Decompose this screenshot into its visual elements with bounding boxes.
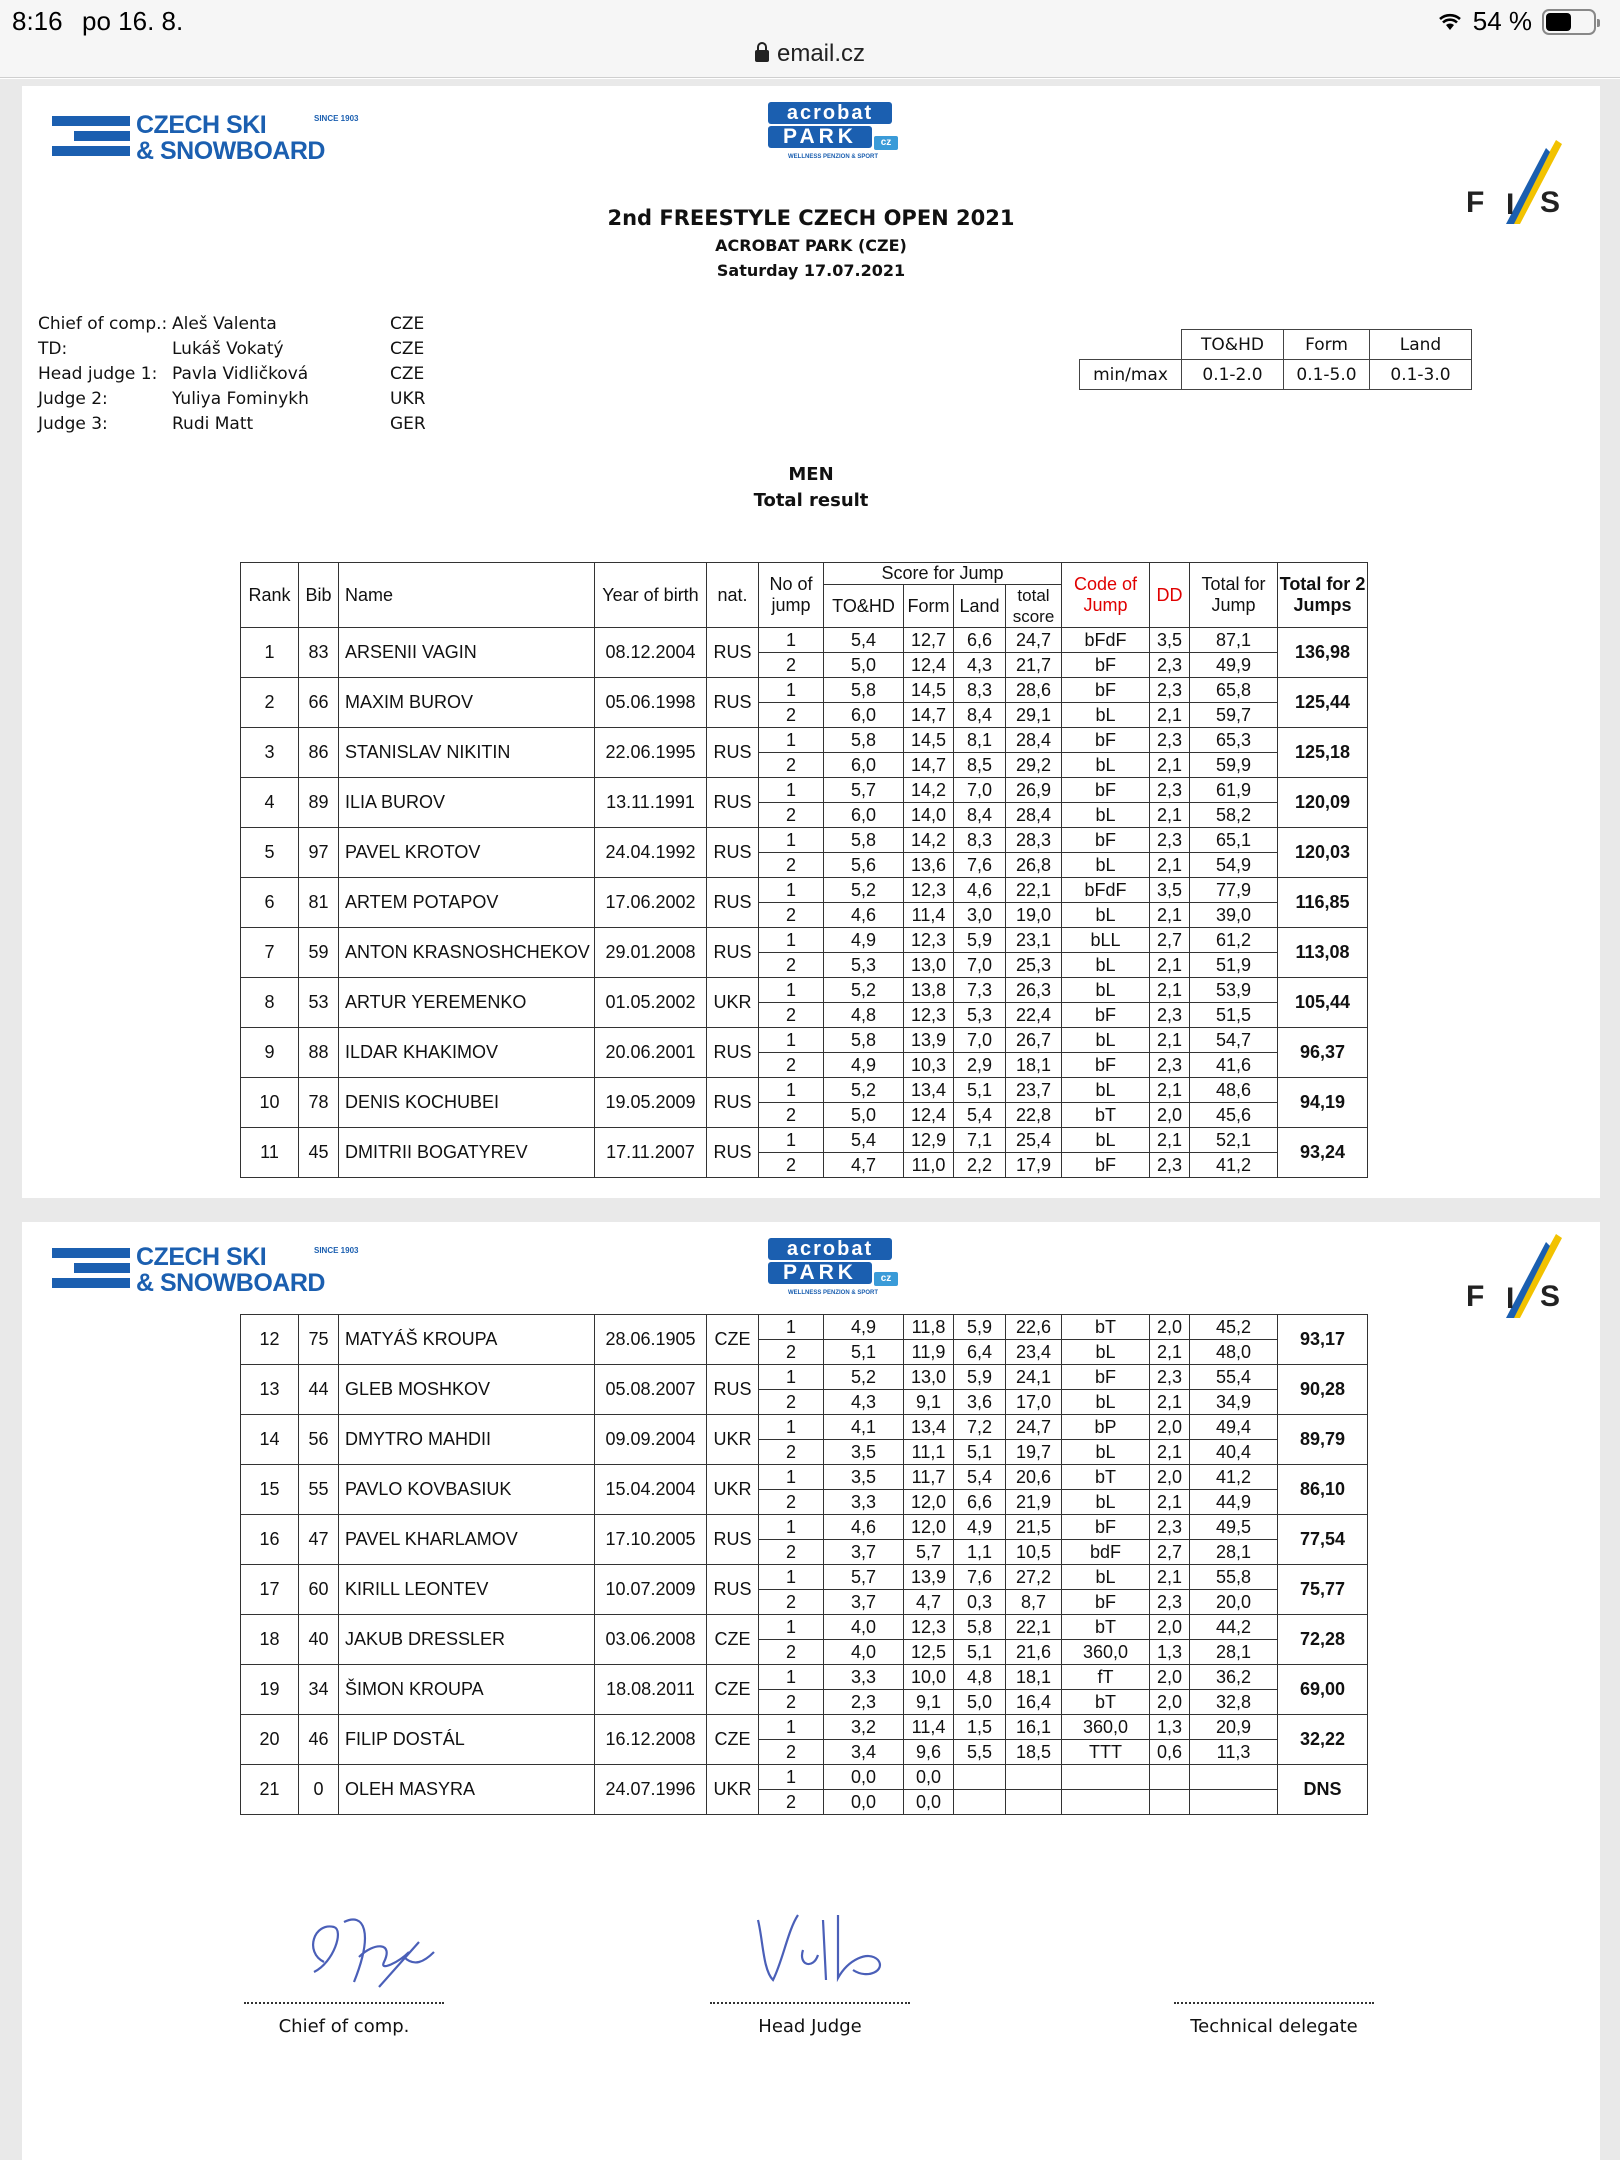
table-row: 2 0,0 0,0: [241, 1790, 1368, 1815]
signature-label-chief: Chief of comp.: [278, 2016, 410, 2037]
fis-logo: [1462, 1230, 1572, 1330]
table-row: 21 0 OLEH MASYRA 24.07.1996 UKR 1 0,0 0,0 DNS: [241, 1765, 1368, 1790]
table-row: 2 5,6 13,6 7,6 26,8 bL 2,1 54,9: [241, 853, 1368, 878]
lock-icon: [755, 50, 769, 62]
signature-head-judge: [738, 1900, 918, 2000]
table-row: 2 5,0 12,4 5,4 22,8 bT 2,0 45,6: [241, 1103, 1368, 1128]
signature-label-technical-delegate: Technical delegate: [1190, 2016, 1358, 2037]
table-row: 8 53 ARTUR YEREMENKO 01.05.2002 UKR 1 5,2 13,8 7,3 26,3 bL 2,1 53,9 105,44: [241, 978, 1368, 1003]
table-row: 2 66 MAXIM BUROV 05.06.1998 RUS 1 5,8 14,5 8,3 28,6 bF 2,3 65,8 125,44: [241, 678, 1368, 703]
table-row: 2 4,8 12,3 5,3 22,4 bF 2,3 51,5: [241, 1003, 1368, 1028]
status-bar: [0, 0, 1620, 40]
acrobat-park-logo: acrobat PARK cz WELLNESS PENZION & SPORT: [744, 1238, 914, 1304]
table-row: 20 46 FILIP DOSTÁL 16.12.2008 CZE 1 3,2 11,4 1,5 16,1 360,0 1,3 20,9 32,22: [241, 1715, 1368, 1740]
table-row: 2 3,5 11,1 5,1 19,7 bL 2,1 40,4: [241, 1440, 1368, 1465]
table-row: 2 3,3 12,0 6,6 21,9 bL 2,1 44,9: [241, 1490, 1368, 1515]
table-row: 10 78 DENIS KOCHUBEI 19.05.2009 RUS 1 5,2 13,4 5,1 23,7 bL 2,1 48,6 94,19: [241, 1078, 1368, 1103]
czech-ski-logo: CZECH SKI & SNOWBOARD SINCE 1903: [52, 1242, 372, 1306]
table-row: 11 45 DMITRII BOGATYREV 17.11.2007 RUS 1 5,4 12,9 7,1 25,4 bL 2,1 52,1 93,24: [241, 1128, 1368, 1153]
table-row: 2 5,1 11,9 6,4 23,4 bL 2,1 48,0: [241, 1340, 1368, 1365]
event-title: 2nd FREESTYLE CZECH OPEN 2021: [607, 206, 1015, 230]
table-row: 2 4,6 11,4 3,0 19,0 bL 2,1 39,0: [241, 903, 1368, 928]
battery-percent: 54 %: [1472, 6, 1532, 36]
url-text: email.cz: [776, 40, 866, 67]
table-row: 2 5,0 12,4 4,3 21,7 bF 2,3 49,9: [241, 653, 1368, 678]
table-row: 5 97 PAVEL KROTOV 24.04.1992 RUS 1 5,8 14,2 8,3 28,3 bF 2,3 65,1 120,03: [241, 828, 1368, 853]
czech-ski-logo: CZECH SKI & SNOWBOARD SINCE 1903: [52, 110, 372, 174]
table-row: 2 3,7 5,7 1,1 10,5 bdF 2,7 28,1: [241, 1540, 1368, 1565]
battery-icon: [1542, 9, 1596, 35]
table-row: 4 89 ILIA BUROV 13.11.1991 RUS 1 5,7 14,2 7,0 26,9 bF 2,3 61,9 120,09: [241, 778, 1368, 803]
table-row: 17 60 KIRILL LEONTEV 10.07.2009 RUS 1 5,7 13,9 7,6 27,2 bL 2,1 55,8 75,77: [241, 1565, 1368, 1590]
table-row: 3 86 STANISLAV NIKITIN 22.06.1995 RUS 1 5,8 14,5 8,1 28,4 bF 2,3 65,3 125,18: [241, 728, 1368, 753]
table-row: 6 81 ARTEM POTAPOV 17.06.2002 RUS 1 5,2 12,3 4,6 22,1 bFdF 3,5 77,9 116,85: [241, 878, 1368, 903]
table-row: 12 75 MATYÁŠ KROUPA 28.06.1905 CZE 1 4,9 11,8 5,9 22,6 bT 2,0 45,2 93,17: [241, 1315, 1368, 1340]
table-row: 15 55 PAVLO KOVBASIUK 15.04.2004 UKR 1 3,5 11,7 5,4 20,6 bT 2,0 41,2 86,10: [241, 1465, 1368, 1490]
address-bar[interactable]: [0, 40, 1620, 78]
clock: 8:16: [12, 6, 63, 36]
result-subtitle: Total result: [753, 490, 869, 511]
table-row: 2 4,3 9,1 3,6 17,0 bL 2,1 34,9: [241, 1390, 1368, 1415]
acrobat-park-logo: acrobat PARK cz WELLNESS PENZION & SPORT: [744, 102, 914, 168]
svg-text:I: I: [1506, 1282, 1515, 1315]
results-table-part-2: [240, 1314, 1368, 1815]
table-header: Rank Bib Name Year of birth nat. No of jump Score for Jump Code of Jump DD Total for Jump Total for 2 Jumps: [241, 563, 1368, 585]
score-range-table: TO&HD Form Land min/max 0.1-2.0 0.1-5.0 0.1-3.0: [1079, 329, 1472, 390]
table-row: 2 5,3 13,0 7,0 25,3 bL 2,1 51,9: [241, 953, 1368, 978]
svg-text:S: S: [1540, 1280, 1561, 1313]
table-row: 18 40 JAKUB DRESSLER 03.06.2008 CZE 1 4,0 12,3 5,8 22,1 bT 2,0 44,2 72,28: [241, 1615, 1368, 1640]
table-row: 2 6,0 14,7 8,5 29,2 bL 2,1 59,9: [241, 753, 1368, 778]
table-row: 19 34 ŠIMON KROUPA 18.08.2011 CZE 1 3,3 10,0 4,8 18,1 fT 2,0 36,2 69,00: [241, 1665, 1368, 1690]
svg-text:F: F: [1466, 186, 1485, 219]
table-row: 2 3,7 4,7 0,3 8,7 bF 2,3 20,0: [241, 1590, 1368, 1615]
table-row: 2 4,7 11,0 2,2 17,9 bF 2,3 41,2: [241, 1153, 1368, 1178]
table-row: 2 3,4 9,6 5,5 18,5 TTT 0,6 11,3: [241, 1740, 1368, 1765]
table-row: 2 6,0 14,7 8,4 29,1 bL 2,1 59,7: [241, 703, 1368, 728]
table-row: 9 88 ILDAR KHAKIMOV 20.06.2001 RUS 1 5,8 13,9 7,0 26,7 bL 2,1 54,7 96,37: [241, 1028, 1368, 1053]
table-row: 16 47 PAVEL KHARLAMOV 17.10.2005 RUS 1 4,6 12,0 4,9 21,5 bF 2,3 49,5 77,54: [241, 1515, 1368, 1540]
svg-text:I: I: [1506, 188, 1515, 221]
table-row: 13 44 GLEB MOSHKOV 05.08.2007 RUS 1 5,2 13,0 5,9 24,1 bF 2,3 55,4 90,28: [241, 1365, 1368, 1390]
signature-label-head-judge: Head Judge: [758, 2016, 862, 2037]
wifi-icon: [1437, 12, 1463, 32]
table-row: 2 2,3 9,1 5,0 16,4 bT 2,0 32,8: [241, 1690, 1368, 1715]
category-title: MEN: [788, 464, 834, 485]
event-venue: ACROBAT PARK (CZE): [715, 236, 907, 255]
table-row: 14 56 DMYTRO MAHDII 09.09.2004 UKR 1 4,1 13,4 7,2 24,7 bP 2,0 49,4 89,79: [241, 1415, 1368, 1440]
table-row: 1 83 ARSENII VAGIN 08.12.2004 RUS 1 5,4 12,7 6,6 24,7 bFdF 3,5 87,1 136,98: [241, 628, 1368, 653]
svg-text:S: S: [1540, 186, 1561, 219]
results-table-part-1: Rank Bib Name Year of birth nat. No of jump Score for Jump Code of Jump DD Total for Jump Total for 2 Jumps TO&HD Form Land total score 1 83 ARSENII VAGIN 08.12.2004 RUS 1 5,4 12,7 6,6 24,7 bFdF 3,5 87,1 136,98 2 5,0 12,4 4,3 21,7 bF 2,3 49,9 2 66 MAXIM BUROV 05.06.1998 RUS 1 5,8 14,5 8,3 28,6 bF 2,3 65,8 125,44 2 6,0 14,7 8,4 29,1 bL 2,1 59,7 3 86 STANISLAV NIKITIN 22.06.1995 RUS 1 5,8 14,5 8,1 28,4 bF 2,3 65,3 125,18 2 6,0 14,7 8,5 29,2 bL 2,1 59,9 4 89 ILIA BUROV 13.11.1991 RUS 1 5,7 14,2 7,0 26,9 bF 2,3 61,9 120,09 2 6,0 14,0 8,4 28,4 bL 2,1 58,2 5 97 PAVEL KROTOV 24.04.1992 RUS 1 5,8 14,2 8,3 28,3 bF 2,3 65,1 120,03 2 5,6 13,6 7,6 26,8 bL 2,1 54,9 6 81 ARTEM POTAPOV 17.06.2002 RUS 1 5,2 12,3 4,6 22,1 bFdF 3,5 77,9 116,85 2 4,6 11,4 3,0 19,0 bL 2,1 39,0 7 59 ANTON KRASNOSHCHEKOV 29.01.2008 RUS 1 4,9 12,3 5,9 23,1 bLL 2,7 61,2 113,08 2 5,3 13,0 7,0 25,3 bL 2,1 51,9 8 53 ARTUR YEREMENKO 01.05.2002 UKR 1 5,2 13,8 7,3 26,3 bL 2,1 53,9 105,44 2 4,8 12,3 5,3 22,4 bF 2,3 51,5 9 88 ILDAR KHAKIMOV 20.06.2001 RUS 1 5,8 13,9 7,0 26,7 bL 2,1 54,7 96,37 2 4,9 10,3 2,9 18,1 bF 2,3 41,6 10 78 DENIS KOCHUBEI 19.05.2009 RUS 1 5,2 13,4 5,1 23,7 bL 2,1 48,6 94,19 2 5,0 12,4 5,4 22,8 bT 2,0 45,6 11 45 DMITRII BOGATYREV 17.11.2007 RUS 1 5,4 12,9 7,1 25,4 bL 2,1 52,1 93,24 2 4,7 11,0 2,2 17,9 bF 2,3 41,2: [240, 562, 1368, 1178]
svg-text:F: F: [1466, 1280, 1485, 1313]
table-row: 2 4,9 10,3 2,9 18,1 bF 2,3 41,6: [241, 1053, 1368, 1078]
date: po 16. 8.: [82, 6, 184, 36]
table-row: 7 59 ANTON KRASNOSHCHEKOV 29.01.2008 RUS 1 4,9 12,3 5,9 23,1 bLL 2,7 61,2 113,08: [241, 928, 1368, 953]
table-row: 2 4,0 12,5 5,1 21,6 360,0 1,3 28,1: [241, 1640, 1368, 1665]
event-date: Saturday 17.07.2021: [716, 261, 906, 280]
document-page-1: CZECH SKI & SNOWBOARD SINCE 1903 acrobat PARK cz WELLNESS PENZION & SPORT F I S 2nd FREESTYLE CZECH OPEN 2021 ACROBAT PARK (CZE) Saturday 17.07.2021 Chief of comp.: Aleš Valenta CZE TD: Lukáš Vokatý CZE Head judge 1: Pavla Vidličková CZE Judge 2: Yuliya Fominykh UKR Judge 3: Rudi Matt GER TO&HD Form Land min/max 0.1-2.0 0.1-5.0 0.1-3.0 MEN Total result Rank Bib Name Year of birth nat. No of jump Score for Jump Code of Jump DD Total for Jump Total for 2 Jumps TO&HD Form Land total score 1 83 ARSENII VAGIN 08.12.2004 RUS 1 5,4 12,7 6,6 24,7 bFdF 3,5 87,1 136,98 2 5,0 12,4 4,3 21,7 bF 2,3 49,9 2 66 MAXIM BUROV 05.06.1998 RUS 1 5,8 14,5 8,3 28,6 bF 2,3 65,8 125,44 2 6,0 14,7 8,4 29,1 bL 2,1 59,7 3 86 STANISLAV NIKITIN 22.06.1995 RUS 1 5,8 14,5 8,1 28,4 bF 2,3 65,3 125,18 2 6,0 14,7 8,5 29,2 bL 2,1 59,9 4 89 ILIA BUROV 13.11.1991 RUS 1 5,7 14,2 7,0 26,9 bF 2,3 61,9 120,09 2 6,0 14,0 8,4 28,4 bL 2,1 58,2 5 97 PAVEL KROTOV 24.04.1992 RUS 1 5,8 14,2 8,3 28,3 bF 2,3 65,1 120,03 2 5,6 13,6 7,6 26,8 bL 2,1 54,9 6 81 ARTEM POTAPOV 17.06.2002 RUS 1 5,2 12,3 4,6 22,1 bFdF 3,5 77,9 116,85 2 4,6 11,4 3,0 19,0 bL 2,1 39,0 7 59 ANTON KRASNOSHCHEKOV 29.01.2008 RUS 1 4,9 12,3 5,9 23,1 bLL 2,7 61,2 113,08 2 5,3 13,0 7,0 25,3 bL 2,1 51,9 8 53 ARTUR YEREMENKO 01.05.2002 UKR 1 5,2 13,8 7,3 26,3 bL 2,1 53,9 105,44 2 4,8 12,3 5,3 22,4 bF 2,3 51,5 9 88 ILDAR KHAKIMOV 20.06.2001 RUS 1 5,8 13,9 7,0 26,7 bL 2,1 54,7 96,37 2 4,9 10,3 2,9 18,1 bF 2,3 41,6 10 78 DENIS KOCHUBEI 19.05.2009 RUS 1 5,2 13,4 5,1 23,7 bL 2,1 48,6 94,19 2 5,0 12,4 5,4 22,8 bT 2,0 45,6 11 45 DMITRII BOGATYREV 17.11.2007 RUS 1 5,4 12,9 7,1 25,4 bL 2,1 52,1 93,24 2 4,7 11,0 2,2 17,9 bF 2,3 41,2: [22, 86, 1600, 1198]
document-page-2: [22, 1222, 1600, 2160]
signature-chief: [284, 1902, 464, 2002]
table-row: 2 6,0 14,0 8,4 28,4 bL 2,1 58,2: [241, 803, 1368, 828]
